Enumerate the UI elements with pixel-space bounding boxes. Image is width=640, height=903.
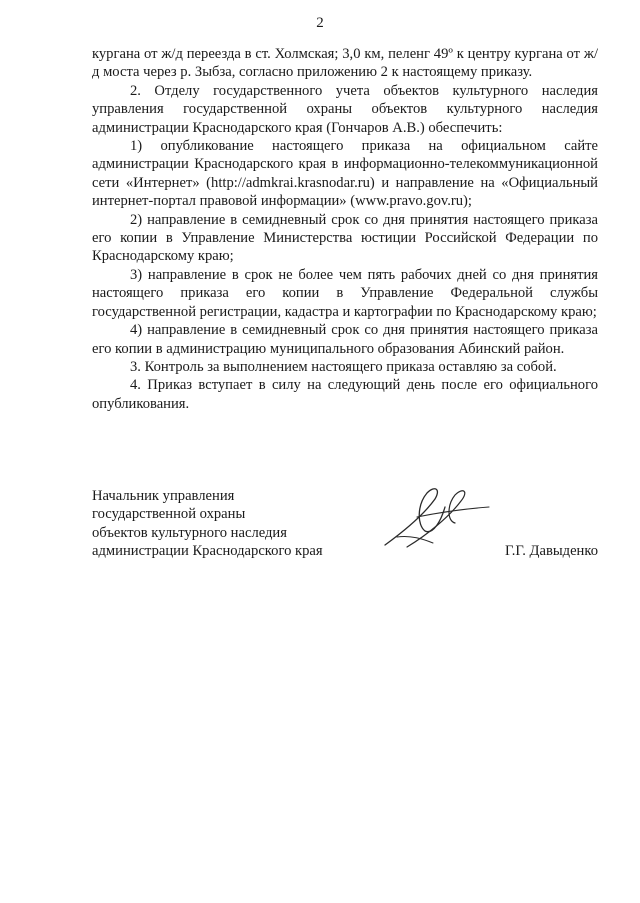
signatory-title-line: объектов культурного наследия <box>92 524 287 541</box>
paragraph-subitem-1: 1) опубликование настоящего приказа на официальном сайте администрации Краснодарского края в информационно-телекоммуникационной сети «Интернет» (http://admkrai.krasnodar.ru) и направление на «Официальный интернет-портал правовой информации» (www.pravo.gov.ru); <box>92 138 598 210</box>
signatory-title-line: администрации Краснодарского края <box>92 543 323 560</box>
signature-block <box>92 487 598 567</box>
document-body <box>92 45 598 413</box>
paragraph-subitem-3: 3) направление в срок не более чем пять рабочих дней со дня принятия настоящего приказа его копии в Управление Федеральной службы государственной регистрации, кадастра и картографии по Краснодарскому краю; <box>92 266 598 320</box>
paragraph-subitem-4: 4) направление в семидневный срок со дня принятия настоящего приказа его копии в администрацию муниципального образования Абинский район. <box>92 322 598 357</box>
paragraph-item-3: 3. Контроль за выполнением настоящего приказа оставляю за собой. <box>130 358 557 375</box>
paragraph-item-2: 2. Отделу государственного учета объектов культурного наследия управления государственной охраны объектов культурного наследия администрации Краснодарского края (Гончаров А.В.) обеспечить: <box>92 82 598 136</box>
paragraph-subitem-2: 2) направление в семидневный срок со дня принятия настоящего приказа его копии в Управление Министерства юстиции Российской Федерации по Краснодарскому краю; <box>92 211 598 265</box>
handwritten-signature <box>377 477 497 557</box>
signatory-title <box>92 487 323 561</box>
signatory-title-line: государственной охраны <box>92 506 246 523</box>
signatory-title-line: Начальник управления <box>92 488 235 504</box>
paragraph-continuation: кургана от ж/д переезда в ст. Холмская; 3,0 км, пеленг 49º к центру кургана от ж/д моста через р. Зыбза, согласно приложению 2 к настоящему приказу. <box>92 46 598 81</box>
paragraph-item-4: 4. Приказ вступает в силу на следующий день после его официального опубликования. <box>92 377 598 412</box>
signatory-name: Г.Г. Давыденко <box>504 543 598 559</box>
page-number: 2 <box>316 15 324 31</box>
